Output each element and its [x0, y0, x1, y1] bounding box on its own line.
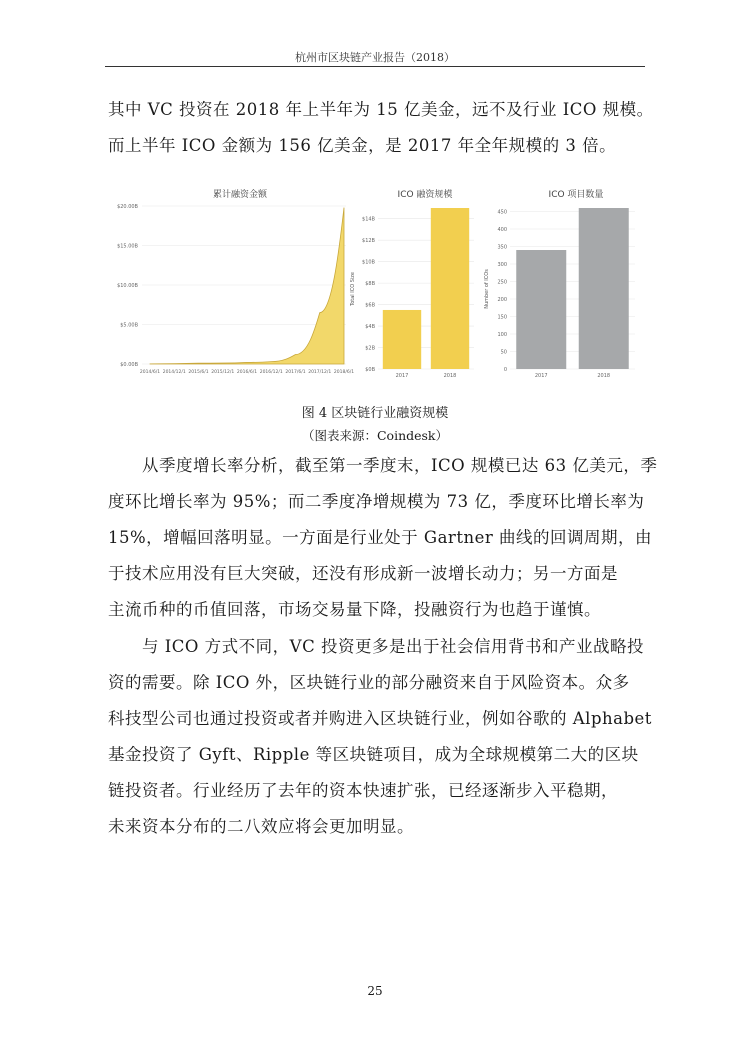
ico-size-chart — [350, 188, 474, 379]
chart-3-title: ICO 项目数量 — [548, 190, 604, 200]
chart-1-y-tick: $10.00B — [117, 283, 138, 289]
chart-3-bar-2017 — [516, 250, 566, 369]
chart-1-x-tick: 2014/6/1 — [139, 370, 161, 375]
paragraph-line: 其中 VC 投资在 2018 年上半年为 15 亿美金，远不及行业 ICO 规模。 — [108, 100, 654, 119]
chart-1-x-tick: 2017/12/1 — [308, 370, 332, 375]
chart-3-y-tick: 200 — [497, 297, 507, 303]
figure-source: （图表来源：Coindesk） — [301, 428, 449, 443]
paragraph-line: 基金投资了 Gyft、Ripple 等区块链项目，成为全球规模第二大的区块 — [108, 745, 639, 764]
cumulative-funding-chart — [110, 188, 354, 384]
paragraph-line: 主流币种的币值回落，市场交易量下降，投融资行为也趋于谨慎。 — [108, 600, 601, 619]
chart-2-y-tick: $14B — [362, 216, 375, 223]
paragraph-line: 科技型公司也通过投资或者并购进入区块链行业，例如谷歌的 Alphabet — [108, 709, 652, 728]
chart-3-x-tick: 2018 — [597, 373, 611, 379]
chart-2-x-tick: 2017 — [395, 373, 409, 379]
chart-1-x-tick: 2016/12/1 — [259, 370, 283, 375]
chart-2-y-tick: $2B — [365, 345, 375, 352]
chart-2-x-tick: 2018 — [443, 373, 457, 379]
paragraph-line: 于技术应用没有巨大突破，还没有形成新一波增长动力；另一方面是 — [108, 564, 618, 583]
chart-1-x-tick: 2015/6/1 — [188, 370, 209, 375]
chart-3-ylabel: Number of ICOs — [484, 269, 490, 309]
paragraph-3 — [108, 629, 652, 845]
chart-1-x-tick: 2017/6/1 — [285, 370, 306, 375]
page-number: 25 — [367, 984, 383, 998]
paragraph-line: 从季度增长率分析，截至第一季度末，ICO 规模已达 63 亿美元，季 — [142, 456, 658, 475]
chart-2-bar-2017 — [383, 310, 421, 369]
page-header: 杭州市区块链产业报告（2018） — [295, 51, 455, 64]
chart-1-x-tick: 2016/6/1 — [236, 370, 258, 375]
paragraph-line: 链投资者。行业经历了去年的资本快速扩张，已经逐渐步入平稳期， — [108, 781, 618, 800]
chart-2-y-tick: $0B — [365, 367, 375, 373]
chart-2-y-tick: $12B — [362, 238, 375, 245]
chart-1-y-tick: $20.00B — [117, 204, 138, 210]
chart-1-y-tick: $5.00B — [120, 322, 138, 329]
chart-3-y-tick: 150 — [497, 314, 507, 321]
chart-2-ylabel: Total ICO Size — [350, 271, 356, 307]
paragraph-line: 与 ICO 方式不同，VC 投资更多是出于社会信用背书和产业战略投 — [142, 637, 644, 656]
chart-1-x-axis — [140, 369, 354, 375]
paragraph-line: 未来资本分布的二八效应将会更加明显。 — [108, 817, 414, 836]
chart-3-x-tick: 2017 — [534, 373, 548, 379]
chart-2-title: ICO 融资规模 — [397, 190, 453, 200]
chart-2-bars — [383, 208, 469, 369]
chart-2-y-tick: $4B — [365, 324, 375, 331]
paragraph-1 — [108, 92, 654, 164]
chart-3-y-tick: 400 — [497, 227, 507, 233]
chart-3-y-axis — [497, 210, 507, 374]
chart-3-y-tick: 300 — [497, 262, 507, 268]
chart-3-y-tick: 350 — [497, 244, 507, 251]
paragraph-line: 而上半年 ICO 金额为 156 亿美金，是 2017 年全年规模的 3 倍。 — [108, 136, 617, 155]
chart-3-y-tick: 250 — [497, 279, 507, 286]
funding-figure — [110, 184, 645, 384]
chart-1-x-tick: 2014/12/1 — [162, 370, 186, 375]
chart-2-y-axis — [362, 217, 376, 373]
paragraph-2 — [108, 448, 658, 628]
chart-1-x-tick: 2015/12/1 — [211, 370, 235, 375]
header-rule — [105, 66, 645, 67]
paragraph-line: 15%，增幅回落明显。一方面是行业处于 Gartner 曲线的回调周期，由 — [108, 528, 652, 547]
chart-2-y-tick: $10B — [362, 259, 375, 266]
chart-3-y-tick: 100 — [497, 332, 507, 338]
chart-1-x-tick: 2018/6/1 — [333, 370, 355, 375]
chart-1-y-tick: $15.00B — [117, 243, 138, 250]
chart-2-y-tick: $6B — [365, 302, 375, 309]
paragraph-line: 资的需要。除 ICO 外，区块链行业的部分融资来自于风险资本。众多 — [108, 673, 630, 692]
chart-3-bar-2018 — [579, 208, 629, 369]
chart-1-title: 累计融资金额 — [212, 190, 268, 200]
chart-2-bar-2018 — [431, 208, 469, 369]
chart-3-x-axis — [535, 373, 610, 379]
chart-2-y-tick: $8B — [365, 281, 375, 288]
chart-2-x-axis — [396, 373, 457, 379]
chart-3-bars — [516, 208, 629, 369]
figure-caption: 图 4 区块链行业融资规模 — [301, 406, 449, 421]
chart-1-y-tick: $0.00B — [120, 362, 138, 368]
chart-3-y-tick: 450 — [497, 209, 507, 216]
chart-3-y-tick: 0 — [503, 367, 507, 373]
chart-3-y-tick: 50 — [500, 349, 507, 356]
paragraph-line: 度环比增长率为 95%；而二季度净增规模为 73 亿，季度环比增长率为 — [108, 492, 645, 511]
ico-count-chart — [484, 188, 635, 379]
